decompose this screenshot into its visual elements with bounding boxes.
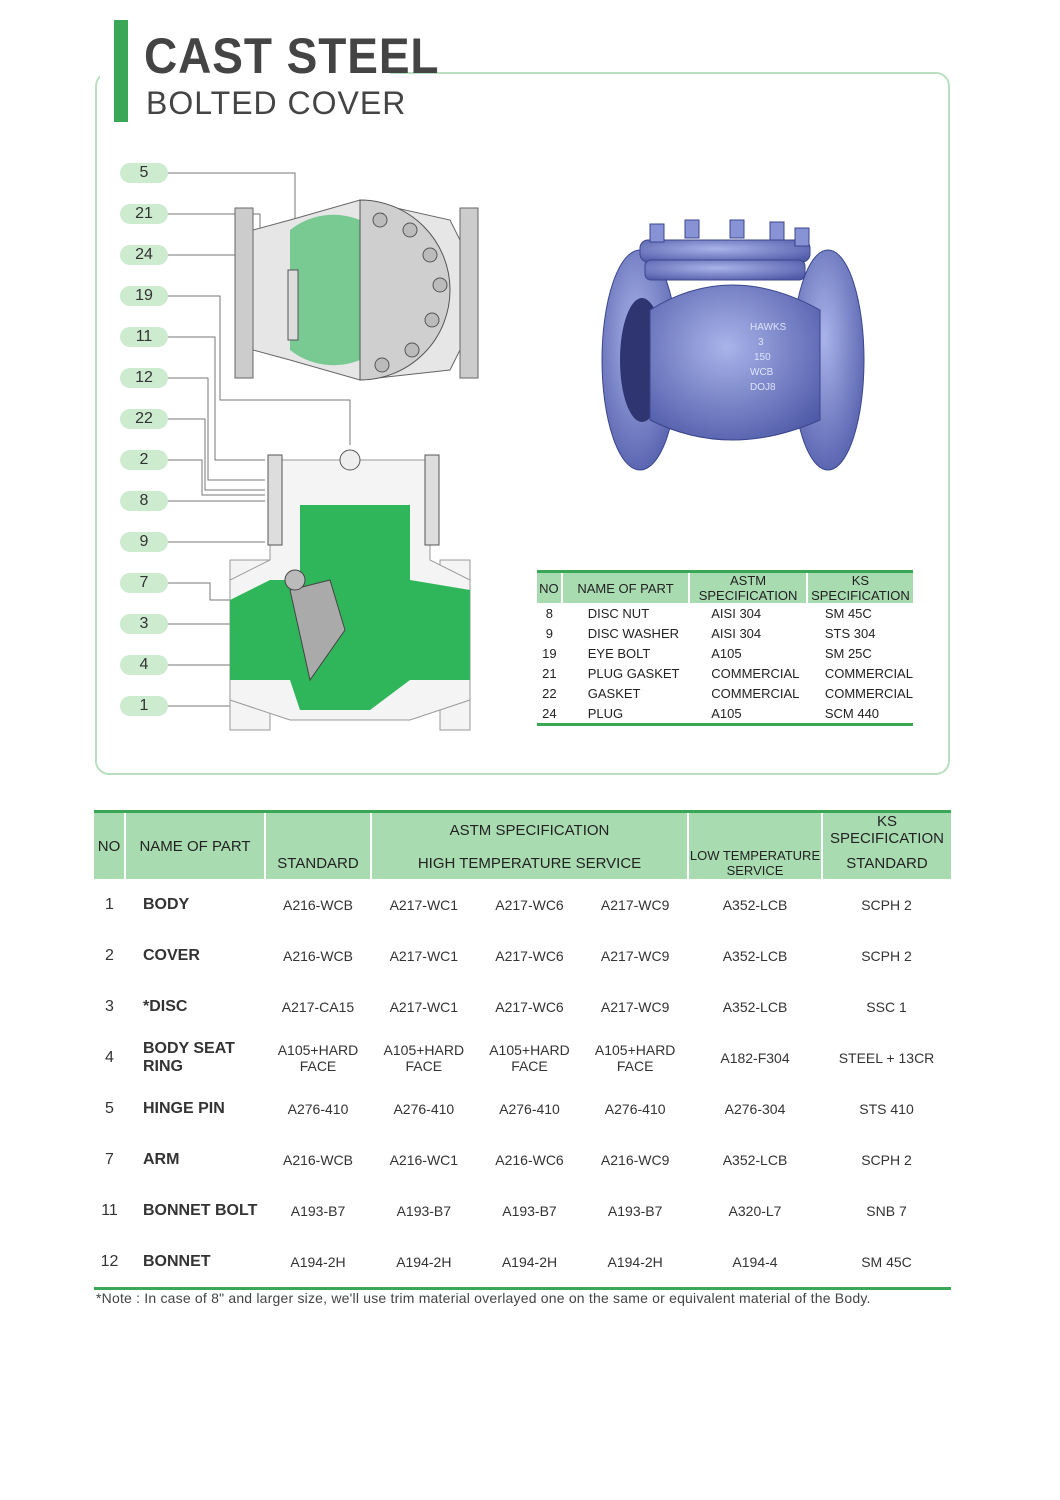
valve-photo [590,200,870,480]
col-standard: STANDARD [265,847,371,879]
ks-standard: SM 45C [861,1253,912,1270]
high-temp-wc9: A194-2H [607,1253,663,1270]
part-no: 11 [101,1201,118,1219]
high-temp-wc9: A216-WC9 [600,1151,670,1168]
top-view [235,200,478,380]
part-name: HINGE PIN [143,1099,225,1117]
table-row [537,703,913,725]
part-no: 4 [105,1048,114,1066]
part-name: BODY [143,895,190,913]
callout-3: 3 [120,614,168,634]
callout-4: 4 [120,655,168,675]
table-row [94,930,951,981]
callout-24: 24 [120,245,168,265]
part-name: EYE BOLT [587,645,651,661]
low-temp-spec: A352-LCB [722,896,788,913]
ks-standard: SNB 7 [866,1202,907,1219]
standard-spec: A105+HARD FACE [277,1041,359,1074]
part-no: 12 [100,1252,119,1270]
astm-spec: A105 [711,705,742,721]
high-temp-wc1: A217-WC1 [389,896,459,913]
high-temp-wc9: A217-WC9 [600,896,670,913]
low-temp-spec: A320-L7 [728,1202,782,1219]
low-temp-spec: A352-LCB [722,998,788,1015]
part-name: DISC WASHER [587,625,679,641]
ks-spec: COMMERCIAL [824,665,913,681]
valve-marking-5: DOJ8 [750,382,776,393]
title-accent-bar [114,20,128,122]
part-no: 1 [105,895,114,913]
part-name: COVER [143,946,200,964]
table-row [94,1032,951,1083]
part-no: 7 [105,1150,114,1168]
part-no: 2 [105,946,114,964]
col-astm-spec: ASTM SPECIFICATION [371,812,688,848]
part-no: 9 [545,625,553,641]
part-name: *DISC [143,997,188,1015]
standard-spec: A217-CA15 [281,998,355,1015]
col-astm-standard-top [265,812,371,848]
table-row [94,1236,951,1289]
table-row [94,1134,951,1185]
part-name: BONNET BOLT [143,1201,258,1219]
standard-spec: A193-B7 [290,1202,346,1219]
standard-spec: A194-2H [290,1253,346,1270]
trim-parts-body [537,603,913,725]
part-no: 21 [542,665,557,681]
ks-standard: SCPH 2 [861,947,912,964]
table-row [94,981,951,1032]
materials-body [94,879,951,1289]
col-ks-spec: KS SPECIFICATION [822,812,951,848]
part-name: BONNET [143,1252,211,1270]
callout-8: 8 [120,491,168,511]
ks-standard: SCPH 2 [861,896,912,913]
low-temp-spec: A352-LCB [722,1151,788,1168]
table-row [537,623,913,643]
part-no: 24 [542,705,557,721]
table-row [94,1185,951,1236]
valve-marking-4: WCB [750,367,774,378]
part-no: 8 [545,605,553,621]
col-low-temp: LOW TEMPERATURE SERVICE [689,848,821,878]
materials-table [94,810,951,1290]
high-temp-wc6: A105+HARD FACE [489,1041,570,1074]
part-name: BODY SEAT RING [143,1039,235,1075]
callout-12: 12 [120,368,168,388]
col-ks-standard: STANDARD [822,847,951,879]
high-temp-wc9: A217-WC9 [600,998,670,1015]
part-no: 19 [542,645,557,661]
low-temp-spec: A194-4 [732,1253,778,1270]
callout-1: 1 [120,696,168,716]
ks-spec: STS 304 [824,625,876,641]
high-temp-wc9: A217-WC9 [600,947,670,964]
col-no: NO [94,812,125,880]
high-temp-wc6: A216-WC6 [495,1151,564,1168]
high-temp-wc6: A194-2H [501,1253,558,1270]
high-temp-wc9: A105+HARD FACE [594,1041,676,1074]
col-high-temp: HIGH TEMPERATURE SERVICE [371,847,688,879]
part-no: 22 [542,685,557,701]
callout-5: 5 [120,163,168,183]
high-temp-wc1: A216-WC1 [389,1151,459,1168]
ks-spec: SCM 440 [824,705,880,721]
high-temp-wc9: A276-410 [604,1100,666,1117]
table-row [537,603,913,623]
standard-spec: A276-410 [287,1100,349,1117]
part-name: ARM [143,1150,180,1168]
astm-spec: AISI 304 [711,625,762,641]
part-name: PLUG [587,705,624,721]
standard-spec: A216-WCB [282,896,354,913]
high-temp-wc6: A217-WC6 [495,947,564,964]
valve-marking-3: 150 [754,352,771,363]
col-name: NAME OF PART [562,572,690,604]
low-temp-spec: A352-LCB [722,947,788,964]
astm-spec: COMMERCIAL [711,685,800,701]
astm-spec: A105 [711,645,742,661]
ks-standard: SSC 1 [866,998,907,1015]
table-row [94,1083,951,1134]
part-name: GASKET [587,685,641,701]
callout-9: 9 [120,532,168,552]
standard-spec: A216-WCB [282,1151,354,1168]
col-no: NO [537,572,562,604]
trim-parts-table [537,570,913,726]
astm-spec: COMMERCIAL [711,665,800,681]
ks-spec: COMMERCIAL [824,685,913,701]
high-temp-wc1: A193-B7 [396,1202,452,1219]
low-temp-spec: A276-304 [724,1100,786,1117]
standard-spec: A216-WCB [282,947,354,964]
col-ks: KS SPECIFICATION [807,572,913,604]
high-temp-wc6: A193-B7 [502,1202,557,1219]
high-temp-wc1: A276-410 [393,1100,455,1117]
callout-11: 11 [120,327,168,347]
table-row [537,683,913,703]
callout-19: 19 [120,286,168,306]
callout-2: 2 [120,450,168,470]
ks-standard: STEEL + 13CR [838,1049,935,1066]
part-no: 5 [105,1099,114,1117]
col-astm-low-top [688,812,822,848]
footnote: *Note : In case of 8" and larger size, we'll use trim material overlayed one on the same or equivalent material of the Body. [96,1290,871,1306]
page-title: CAST STEEL [144,28,440,84]
high-temp-wc1: A105+HARD FACE [383,1041,465,1074]
callout-21: 21 [120,204,168,224]
valve-marking-1: HAWKS [750,322,787,333]
astm-spec: AISI 304 [711,605,762,621]
high-temp-wc6: A217-WC6 [495,896,564,913]
part-name: PLUG GASKET [587,665,680,681]
valve-cross-section-diagram [150,160,490,740]
callout-7: 7 [120,573,168,593]
high-temp-wc1: A194-2H [396,1253,452,1270]
table-row [537,643,913,663]
part-no: 3 [105,997,114,1015]
ks-standard: SCPH 2 [861,1151,912,1168]
high-temp-wc9: A193-B7 [607,1202,663,1219]
low-temp-spec: A182-F304 [720,1049,790,1066]
high-temp-wc6: A276-410 [499,1100,560,1117]
part-name: DISC NUT [587,605,650,621]
table-row [94,879,951,930]
callout-22: 22 [120,409,168,429]
high-temp-wc6: A217-WC6 [495,998,564,1015]
table-row [537,663,913,683]
high-temp-wc1: A217-WC1 [389,998,459,1015]
page-subtitle: BOLTED COVER [146,85,407,121]
col-name: NAME OF PART [125,812,265,880]
valve-marking-2: 3 [758,337,764,348]
ks-spec: SM 45C [824,605,872,621]
col-astm: ASTM SPECIFICATION [689,572,807,604]
ks-spec: SM 25C [824,645,872,661]
section-view [230,450,470,730]
ks-standard: STS 410 [859,1100,914,1117]
high-temp-wc1: A217-WC1 [389,947,459,964]
